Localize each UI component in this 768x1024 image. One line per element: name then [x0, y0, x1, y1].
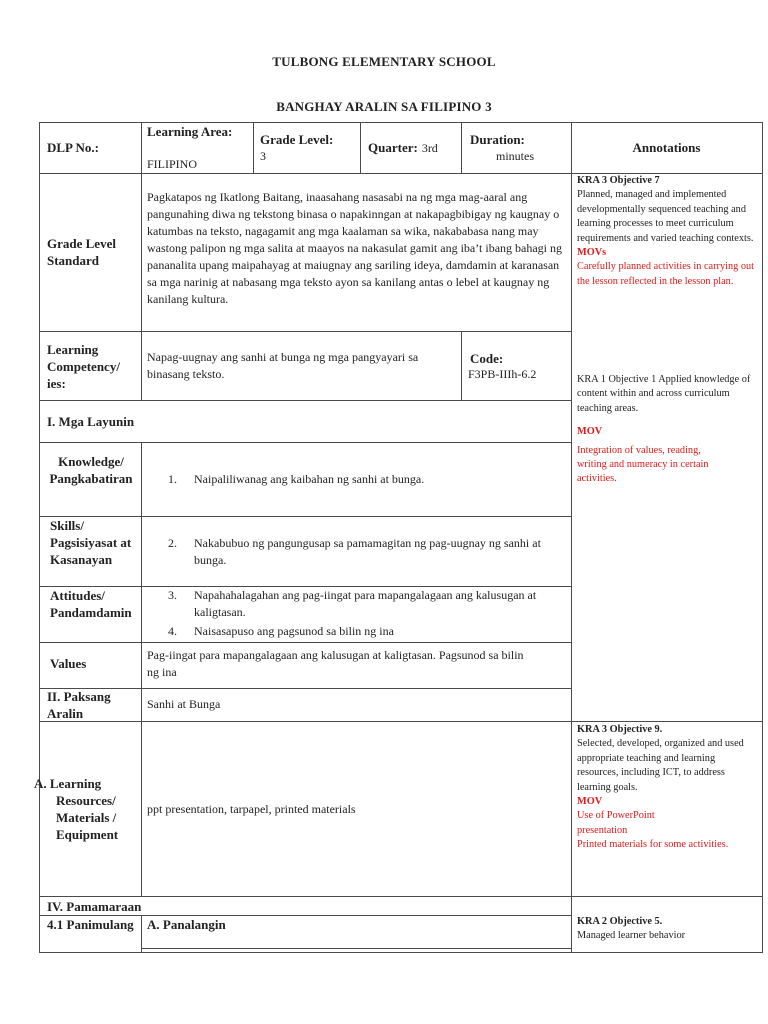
annotation-kra3-obj9: [577, 723, 759, 853]
paksang-aralin-text: Sanhi at Bunga: [147, 697, 221, 711]
duration-value: minutes: [496, 149, 534, 163]
annotation-text: Planned, managed and implemented developmentally sequenced teaching and learning processes to meet curriculum requirements and varied teaching contexts.: [577, 189, 754, 244]
attitudes-item-text: Napahahalagahan ang pag-iingat para mapangalagaan ang kalusugan at kaligtasan.: [194, 588, 537, 619]
annotation-mov-label: MOV: [577, 426, 603, 438]
learning-competency-text: Napag-uugnay ang sanhi at bunga ng mga pangyayari sa binasang teksto.: [147, 350, 419, 381]
grade-level-standard-text: Pagkatapos ng Ikatlong Baitang, inaasahang nasasabi na ng mga mag-aaral ang pangunahing diwa ng tekstong binasa o napakinngan at nakapagbibigay ng kaugnay o katumbas na teksto, nagagamit ang mga kaalaman sa wika, nakababasa nang may wastong palipon ng mga salita at maayos na nakasulat gamit ang iba’t ibang bahagi ng pananalita upang maipahayag at maiugnay ang sariling ideya, damdamin at karanasan sa mga narinig at nabasang mga teksto ayon sa kanilang antas o lebel at kaugnay ng kanilang kultura.: [147, 190, 563, 306]
annotation-title: KRA 3 Objective 9.: [577, 724, 663, 735]
skills-label: Skills/ Pagsisiyasat at Kasanayan: [50, 518, 132, 567]
annotation-text: Selected, developed, organized and used appropriate teaching and learning resources, including ICT, to address learning goals.: [577, 738, 744, 793]
grade-level-value: 3: [260, 149, 266, 163]
school-name: TULBONG ELEMENTARY SCHOOL: [272, 54, 496, 69]
attitudes-item-number: 4.: [168, 624, 177, 638]
quarter-label: Quarter:: [368, 140, 418, 155]
annotation-text: Managed learner behavior: [577, 930, 686, 942]
knowledge-label: Knowledge/ Pangkabatiran: [49, 454, 133, 486]
duration-label: Duration:: [470, 132, 525, 147]
attitudes-item-number: 3.: [168, 588, 177, 602]
grade-level-label: Grade Level:: [260, 132, 334, 147]
attitudes-item-3: [168, 587, 568, 621]
objectives-heading: I. Mga Layunin: [47, 414, 135, 429]
annotation-text: KRA 1 Objective 1 Applied knowledge of content within and across curriculum teaching areas.: [577, 374, 751, 414]
values-text: Pag-iingat para mapangalagaan ang kalusugan at kaligtasan. Pagsunod sa bilin ng ina: [147, 648, 524, 679]
learning-area-label: Learning Area:: [147, 124, 233, 139]
annotation-mov-text: Integration of values, reading, writing and numeracy in certain activities.: [577, 444, 709, 485]
skills-item-2: [168, 535, 568, 569]
panimulang-label: 4.1 Panimulang: [47, 917, 134, 932]
annotation-title: KRA 2 Objective 5.: [577, 916, 663, 927]
paksang-aralin-label: II. Paksang Aralin: [47, 689, 111, 721]
annotation-mov-label: MOVs: [577, 247, 607, 259]
quarter-field: [368, 139, 438, 157]
annotation-mov-text-2: Printed materials for some activities.: [577, 839, 729, 851]
attitudes-item-4: [168, 623, 568, 640]
pamamaraan-heading: IV. Pamamaraan: [47, 899, 142, 914]
annotation-mov-label: MOV: [577, 796, 603, 808]
annotation-title: KRA 3 Objective 7: [577, 175, 660, 186]
annotation-kra3-obj7: [577, 174, 759, 289]
lesson-plan-title: BANGHAY ARALIN SA FILIPINO 3: [276, 99, 492, 114]
skills-item-number: 2.: [168, 536, 177, 550]
quarter-value: 3rd: [421, 141, 438, 155]
values-label: Values: [50, 656, 87, 671]
knowledge-item-text: Naipaliliwanag ang kaibahan ng sanhi at bunga.: [194, 472, 425, 486]
annotations-header: Annotations: [632, 140, 701, 155]
grade-level-standard-label: Grade Level Standard: [47, 236, 116, 268]
code-value: F3PB-IIIh-6.2: [468, 367, 537, 381]
knowledge-item-1: [168, 471, 568, 488]
annotation-kra1-obj1: [577, 373, 759, 487]
learning-competency-label: Learning Competency/ ies:: [47, 342, 120, 391]
dlp-no-label: DLP No.:: [47, 140, 99, 155]
learning-resources-label: A. Learning Resources/ Materials / Equipment: [34, 776, 119, 842]
code-label: Code:: [470, 351, 504, 366]
knowledge-item-number: 1.: [168, 472, 177, 486]
annotation-mov-text: Carefully planned activities in carrying out the lesson reflected in the lesson plan.: [577, 261, 754, 287]
attitudes-item-text: Naisasapuso ang pagsunod sa bilin ng ina: [194, 624, 394, 638]
learning-area-value: FILIPINO: [147, 157, 197, 171]
panalangin-text: A. Panalangin: [147, 917, 226, 932]
skills-item-text: Nakabubuo ng pangungusap sa pamamagitan ng pag-uugnay ng sanhi at bunga.: [194, 536, 541, 567]
learning-resources-text: ppt presentation, tarpapel, printed materials: [147, 802, 356, 816]
attitudes-label: Attitudes/ Pandamdamin: [50, 588, 132, 620]
annotation-mov-text-1: Use of PowerPoint presentation: [577, 810, 655, 836]
annotation-kra2-obj5: [577, 915, 759, 944]
